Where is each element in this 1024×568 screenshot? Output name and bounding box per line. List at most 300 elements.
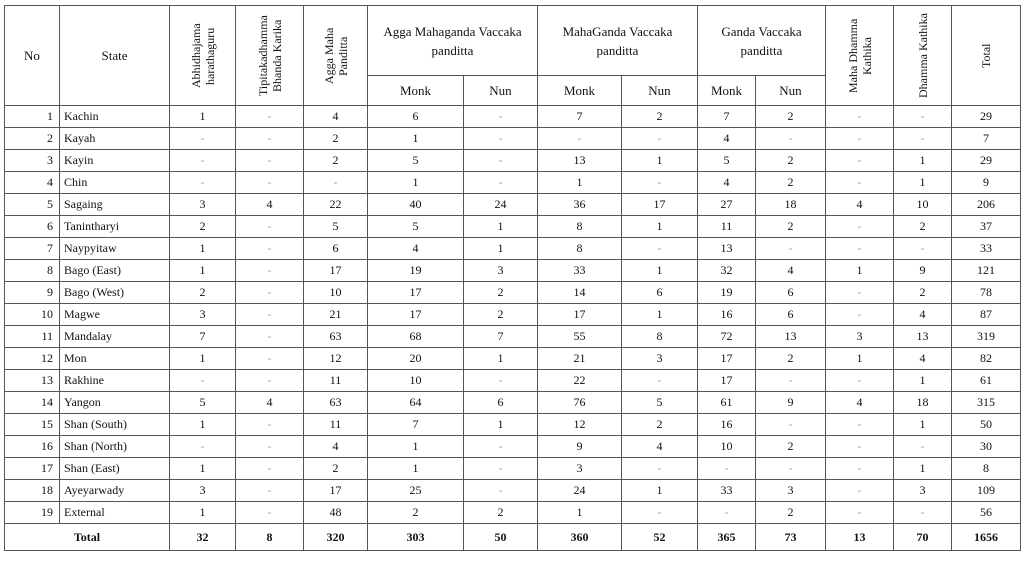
table-cell: - [464, 106, 538, 128]
table-cell: 2 [756, 348, 826, 370]
table-cell: - [622, 238, 698, 260]
header-tipitaka: Tipitakadhamma Bhanda Karika [236, 6, 304, 106]
state-name: Kachin [60, 106, 170, 128]
table-cell: - [236, 172, 304, 194]
table-cell: 5 [368, 216, 464, 238]
table-cell: - [826, 238, 894, 260]
table-cell: - [170, 128, 236, 150]
state-name: Bago (West) [60, 282, 170, 304]
table-cell: 2 [464, 304, 538, 326]
table-row [5, 106, 1021, 128]
table-cell: 1 [894, 414, 952, 436]
table-cell: 4 [236, 194, 304, 216]
table-row [5, 194, 1021, 216]
table-cell: 76 [538, 392, 622, 414]
table-cell: 7 [368, 414, 464, 436]
table-row [5, 128, 1021, 150]
total-cell: 365 [698, 524, 756, 551]
table-row [5, 304, 1021, 326]
table-cell: 6 [368, 106, 464, 128]
table-cell: 11 [304, 370, 368, 392]
table-cell: 12 [304, 348, 368, 370]
table-cell: - [170, 370, 236, 392]
table-cell: - [756, 458, 826, 480]
table-cell: 4 [698, 172, 756, 194]
table-cell: 3 [756, 480, 826, 502]
table-cell: - [622, 458, 698, 480]
table-cell: - [236, 370, 304, 392]
state-name: Sagaing [60, 194, 170, 216]
table-cell: 6 [756, 282, 826, 304]
table-cell: 121 [952, 260, 1021, 282]
table-cell: 33 [538, 260, 622, 282]
table-cell: 7 [698, 106, 756, 128]
total-cell: 8 [236, 524, 304, 551]
table-cell: 3 [170, 304, 236, 326]
table-cell: 5 [170, 392, 236, 414]
table-cell: 1 [622, 260, 698, 282]
table-cell: 63 [304, 326, 368, 348]
row-number: 18 [5, 480, 60, 502]
table-cell: 1 [826, 260, 894, 282]
table-body [5, 106, 1021, 551]
table-cell: - [894, 436, 952, 458]
state-name: Bago (East) [60, 260, 170, 282]
table-cell: - [236, 282, 304, 304]
table-cell: 8 [538, 216, 622, 238]
row-number: 7 [5, 238, 60, 260]
table-cell: 1 [464, 414, 538, 436]
table-cell: - [826, 216, 894, 238]
table-cell: - [236, 348, 304, 370]
table-cell: 82 [952, 348, 1021, 370]
table-cell: 22 [538, 370, 622, 392]
total-cell: 70 [894, 524, 952, 551]
table-cell: 315 [952, 392, 1021, 414]
state-name: Chin [60, 172, 170, 194]
table-cell: 4 [698, 128, 756, 150]
table-cell: 37 [952, 216, 1021, 238]
state-name: Shan (South) [60, 414, 170, 436]
row-number: 12 [5, 348, 60, 370]
state-name: Ayeyarwady [60, 480, 170, 502]
table-cell: 21 [304, 304, 368, 326]
table-cell: 3 [464, 260, 538, 282]
state-name: Mandalay [60, 326, 170, 348]
table-cell: 1 [368, 436, 464, 458]
table-row [5, 282, 1021, 304]
header-maha-dhamma: Maha Dhamma Kathika [826, 6, 894, 106]
total-row [5, 524, 1021, 551]
state-name: Yangon [60, 392, 170, 414]
header-abhidhajama: Abhidhajama harathaguru [170, 6, 236, 106]
table-cell: 3 [538, 458, 622, 480]
table-row [5, 216, 1021, 238]
table-cell: 17 [368, 304, 464, 326]
table-cell: 25 [368, 480, 464, 502]
state-name: Naypyitaw [60, 238, 170, 260]
table-cell: 3 [622, 348, 698, 370]
table-cell: - [236, 106, 304, 128]
table-cell: 109 [952, 480, 1021, 502]
table-cell: - [464, 458, 538, 480]
table-cell: - [698, 502, 756, 524]
total-cell: 303 [368, 524, 464, 551]
table-cell: 4 [304, 106, 368, 128]
table-cell: 9 [894, 260, 952, 282]
table-cell: 3 [170, 194, 236, 216]
table-cell: - [826, 304, 894, 326]
table-cell: - [170, 436, 236, 458]
table-cell: - [894, 502, 952, 524]
table-cell: 24 [538, 480, 622, 502]
table-cell: 64 [368, 392, 464, 414]
table-cell: - [464, 150, 538, 172]
table-cell: 1 [894, 172, 952, 194]
table-cell: 18 [756, 194, 826, 216]
table-cell: 2 [368, 502, 464, 524]
total-cell: 50 [464, 524, 538, 551]
table-cell: 1 [894, 150, 952, 172]
table-cell: 87 [952, 304, 1021, 326]
table-cell: 17 [538, 304, 622, 326]
table-cell: 3 [894, 480, 952, 502]
table-cell: 9 [756, 392, 826, 414]
table-row [5, 502, 1021, 524]
table-cell: - [826, 480, 894, 502]
table-cell: 1 [368, 458, 464, 480]
table-cell: 2 [756, 502, 826, 524]
table-cell: - [236, 458, 304, 480]
table-cell: 10 [368, 370, 464, 392]
table-cell: 3 [826, 326, 894, 348]
table-cell: 33 [698, 480, 756, 502]
table-cell: 48 [304, 502, 368, 524]
table-cell: 32 [698, 260, 756, 282]
awards-table [4, 5, 1021, 551]
total-label: Total [5, 524, 170, 551]
table-cell: 68 [368, 326, 464, 348]
table-cell: 17 [622, 194, 698, 216]
table-row [5, 348, 1021, 370]
state-name: Tanintharyi [60, 216, 170, 238]
table-cell: 5 [622, 392, 698, 414]
table-cell: - [236, 414, 304, 436]
table-cell: 2 [756, 216, 826, 238]
state-name: External [60, 502, 170, 524]
table-cell: 29 [952, 150, 1021, 172]
table-cell: 2 [894, 216, 952, 238]
table-cell: 40 [368, 194, 464, 216]
table-cell: 29 [952, 106, 1021, 128]
row-number: 3 [5, 150, 60, 172]
table-cell: - [170, 150, 236, 172]
table-cell: - [464, 480, 538, 502]
table-row [5, 172, 1021, 194]
table-cell: 2 [304, 128, 368, 150]
table-cell: 2 [622, 414, 698, 436]
table-cell: 1 [170, 106, 236, 128]
table-cell: 2 [464, 282, 538, 304]
table-cell: 7 [170, 326, 236, 348]
table-cell: 16 [698, 414, 756, 436]
row-number: 4 [5, 172, 60, 194]
table-cell: 2 [756, 106, 826, 128]
table-cell: 6 [622, 282, 698, 304]
table-row [5, 150, 1021, 172]
table-cell: - [464, 128, 538, 150]
table-cell: - [236, 260, 304, 282]
table-cell: 10 [304, 282, 368, 304]
total-cell: 52 [622, 524, 698, 551]
table-cell: 9 [538, 436, 622, 458]
table-row [5, 238, 1021, 260]
table-cell: - [236, 304, 304, 326]
header-nun: Nun [756, 76, 826, 106]
table-cell: 1 [464, 238, 538, 260]
row-number: 6 [5, 216, 60, 238]
table-cell: 13 [894, 326, 952, 348]
total-cell: 32 [170, 524, 236, 551]
table-cell: 10 [894, 194, 952, 216]
total-cell: 13 [826, 524, 894, 551]
table-row [5, 392, 1021, 414]
table-cell: 6 [304, 238, 368, 260]
table-cell: 55 [538, 326, 622, 348]
row-number: 10 [5, 304, 60, 326]
table-cell: 56 [952, 502, 1021, 524]
table-cell: - [464, 436, 538, 458]
row-number: 17 [5, 458, 60, 480]
row-number: 8 [5, 260, 60, 282]
table-cell: 13 [538, 150, 622, 172]
table-cell: 63 [304, 392, 368, 414]
table-cell: - [894, 128, 952, 150]
table-cell: 1 [170, 238, 236, 260]
header-nun: Nun [464, 76, 538, 106]
table-cell: 1 [894, 370, 952, 392]
table-cell: - [236, 128, 304, 150]
table-cell: 1 [538, 172, 622, 194]
state-name: Kayin [60, 150, 170, 172]
table-cell: 319 [952, 326, 1021, 348]
table-cell: - [236, 480, 304, 502]
table-cell: 5 [698, 150, 756, 172]
header-state: State [60, 6, 170, 106]
table-cell: 4 [622, 436, 698, 458]
table-cell: 1 [464, 216, 538, 238]
state-name: Mon [60, 348, 170, 370]
row-number: 13 [5, 370, 60, 392]
total-cell: 1656 [952, 524, 1021, 551]
table-cell: 13 [698, 238, 756, 260]
table-cell: - [236, 216, 304, 238]
table-cell: - [826, 106, 894, 128]
table-cell: - [622, 502, 698, 524]
table-cell: 3 [170, 480, 236, 502]
table-row [5, 370, 1021, 392]
table-cell: 1 [170, 458, 236, 480]
table-cell: 1 [622, 150, 698, 172]
table-cell: 17 [304, 260, 368, 282]
table-cell: - [826, 414, 894, 436]
table-cell: - [894, 238, 952, 260]
table-cell: - [826, 128, 894, 150]
table-cell: - [826, 282, 894, 304]
table-cell: 1 [622, 216, 698, 238]
table-cell: 1 [622, 480, 698, 502]
table-row [5, 326, 1021, 348]
table-cell: - [464, 370, 538, 392]
header-agga-maha: Agga Maha Panditta [304, 6, 368, 106]
table-cell: 5 [368, 150, 464, 172]
table-cell: - [756, 370, 826, 392]
header-dhamma: Dhamma Kathika [894, 6, 952, 106]
table-row [5, 436, 1021, 458]
row-number: 9 [5, 282, 60, 304]
table-cell: 19 [698, 282, 756, 304]
header-total: Total [952, 6, 1021, 106]
table-cell: 2 [756, 436, 826, 458]
row-number: 15 [5, 414, 60, 436]
table-cell: - [826, 150, 894, 172]
table-cell: 4 [894, 348, 952, 370]
table-cell: 1 [368, 172, 464, 194]
table-row [5, 458, 1021, 480]
table-cell: 36 [538, 194, 622, 216]
table-cell: - [464, 172, 538, 194]
table-cell: 1 [464, 348, 538, 370]
table-cell: - [756, 414, 826, 436]
table-cell: 19 [368, 260, 464, 282]
header-mahaganda: MahaGanda Vaccaka panditta [538, 6, 698, 76]
table-cell: 7 [464, 326, 538, 348]
table-cell: 61 [698, 392, 756, 414]
table-cell: - [236, 150, 304, 172]
table-cell: 17 [368, 282, 464, 304]
table-cell: - [622, 128, 698, 150]
table-cell: 33 [952, 238, 1021, 260]
table-cell: 4 [826, 194, 894, 216]
table-cell: - [304, 172, 368, 194]
table-cell: - [236, 502, 304, 524]
table-cell: 1 [538, 502, 622, 524]
table-cell: - [236, 436, 304, 458]
table-cell: 12 [538, 414, 622, 436]
table-cell: 7 [952, 128, 1021, 150]
row-number: 19 [5, 502, 60, 524]
table-cell: 17 [698, 348, 756, 370]
table-cell: 61 [952, 370, 1021, 392]
table-cell: 8 [952, 458, 1021, 480]
table-row [5, 480, 1021, 502]
table-cell: 16 [698, 304, 756, 326]
row-number: 2 [5, 128, 60, 150]
table-cell: 4 [304, 436, 368, 458]
table-cell: 8 [538, 238, 622, 260]
header-monk: Monk [368, 76, 464, 106]
table-cell: 30 [952, 436, 1021, 458]
table-cell: - [622, 172, 698, 194]
table-cell: 17 [698, 370, 756, 392]
table-cell: - [894, 106, 952, 128]
row-number: 5 [5, 194, 60, 216]
table-cell: 6 [464, 392, 538, 414]
state-name: Magwe [60, 304, 170, 326]
table-cell: 2 [170, 282, 236, 304]
table-row [5, 260, 1021, 282]
table-cell: 21 [538, 348, 622, 370]
table-cell: 2 [622, 106, 698, 128]
table-cell: 4 [236, 392, 304, 414]
row-number: 11 [5, 326, 60, 348]
table-cell: 1 [170, 260, 236, 282]
header-monk: Monk [698, 76, 756, 106]
table-cell: - [698, 458, 756, 480]
table-cell: 4 [756, 260, 826, 282]
table-cell: 1 [170, 348, 236, 370]
table-cell: 4 [826, 392, 894, 414]
table-cell: 22 [304, 194, 368, 216]
table-cell: - [826, 172, 894, 194]
table-cell: 5 [304, 216, 368, 238]
table-cell: 2 [304, 150, 368, 172]
table-cell: 72 [698, 326, 756, 348]
table-cell: 1 [170, 414, 236, 436]
total-cell: 73 [756, 524, 826, 551]
table-cell: - [236, 326, 304, 348]
table-cell: 2 [170, 216, 236, 238]
table-cell: 1 [368, 128, 464, 150]
table-cell: 2 [464, 502, 538, 524]
table-cell: 13 [756, 326, 826, 348]
table-cell: 11 [304, 414, 368, 436]
table-cell: - [538, 128, 622, 150]
table-cell: - [756, 128, 826, 150]
table-cell: - [826, 502, 894, 524]
header-no: No [5, 6, 60, 106]
table-cell: 10 [698, 436, 756, 458]
table-cell: 17 [304, 480, 368, 502]
table-cell: 9 [952, 172, 1021, 194]
state-name: Rakhine [60, 370, 170, 392]
table-cell: 1 [622, 304, 698, 326]
table-cell: 2 [304, 458, 368, 480]
table-cell: - [826, 458, 894, 480]
table-cell: 1 [894, 458, 952, 480]
table-cell: 20 [368, 348, 464, 370]
table-cell: - [236, 238, 304, 260]
table-cell: 1 [826, 348, 894, 370]
table-cell: - [826, 436, 894, 458]
header-ganda: Ganda Vaccaka panditta [698, 6, 826, 76]
table-cell: 24 [464, 194, 538, 216]
table-cell: 14 [538, 282, 622, 304]
table-cell: 206 [952, 194, 1021, 216]
table-cell: 18 [894, 392, 952, 414]
table-cell: 78 [952, 282, 1021, 304]
header-monk: Monk [538, 76, 622, 106]
state-name: Kayah [60, 128, 170, 150]
row-number: 1 [5, 106, 60, 128]
table-cell: 1 [170, 502, 236, 524]
table-cell: - [826, 370, 894, 392]
table-cell: 4 [894, 304, 952, 326]
table-row [5, 414, 1021, 436]
header-nun: Nun [622, 76, 698, 106]
table-cell: 27 [698, 194, 756, 216]
table-cell: 2 [756, 172, 826, 194]
